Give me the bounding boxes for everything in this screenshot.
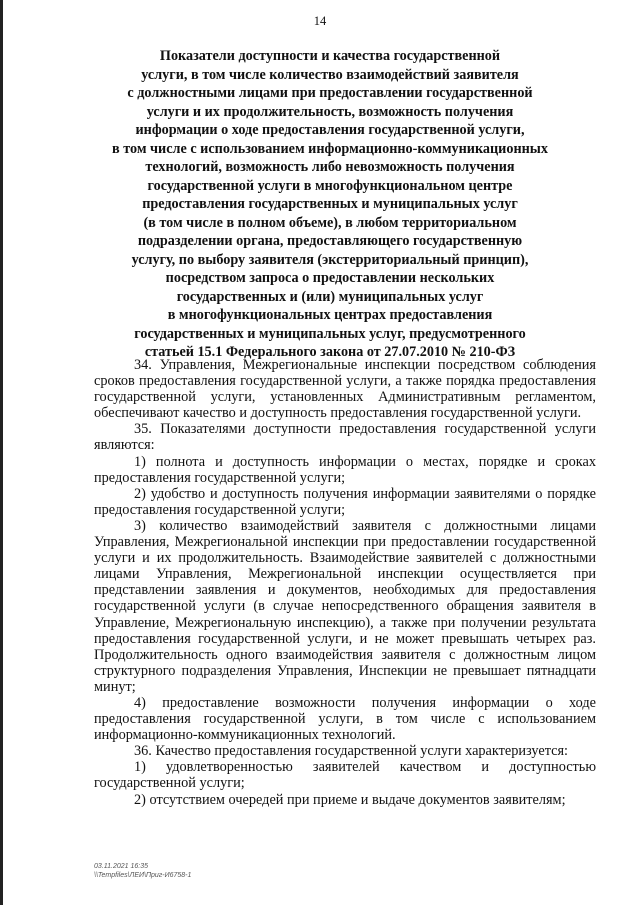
scan-edge bbox=[0, 0, 3, 905]
heading-line: предоставления государственных и муниципальных услуг bbox=[142, 196, 518, 212]
paragraph-34: 34. Управления, Межрегиональные инспекции посредством соблюдения сроков предоставления государственной услуги, а также порядка предоставления государственной услуги, установленных Административным регламентом, обеспечивают качество и доступность предоставления государственной услуги. bbox=[94, 357, 596, 422]
list-item-35-1: 1) полнота и доступность информации о местах, порядке и сроках предоставления государственной услуги; bbox=[94, 453, 596, 486]
page-number: 14 bbox=[313, 14, 327, 28]
heading-line: статьей 15.1 Федерального закона от 27.07.2010 № 210-ФЗ bbox=[144, 344, 516, 360]
paragraph-36: 36. Качество предоставления государственной услуги характеризуется: bbox=[134, 743, 569, 760]
footer-file-path: \\Tempfiles\ЛЕИ\Приг-И6758-1 bbox=[94, 872, 192, 879]
heading-line: государственных и муниципальных услуг, предусмотренного bbox=[134, 325, 526, 342]
heading-line: (в том числе в полном объеме), в любом территориальном bbox=[143, 214, 517, 231]
heading-line: услугу, по выбору заявителя (экстерриториальный принцип), bbox=[131, 251, 529, 268]
heading-line: Показатели доступности и качества государственной bbox=[159, 48, 501, 64]
heading-line: посредством запроса о предоставлении нескольких bbox=[165, 270, 495, 286]
heading-line: технологий, возможность либо невозможность получения bbox=[145, 159, 515, 175]
list-item-35-3: 3) количество взаимодействий заявителя с должностными лицами Управления, Межрегиональной инспекции при предоставлении государственной услуги и их продолжительность. Взаимодействие заявителей с должностными лицами Управления, Межрегиональной инспекции осуществляется при представлении заявления и документов, необходимых для предоставления государственной услуги (в случае непосредственного обращения заявителя в Управление, Межрегиональную инспекцию), а также при получении результата предоставления государственной услуги, и не может превышать четырех раз. Продолжительность одного взаимодействия заявителя с должностным лицом структурного подразделения Управления, Инспекции не превышает пятнадцати минут; bbox=[94, 517, 596, 695]
footer-timestamp: 03.11.2021 16:35 bbox=[94, 863, 148, 870]
heading-line: информации о ходе предоставления государственной услуги, bbox=[135, 122, 525, 138]
heading-line: в многофункциональных центрах предоставления bbox=[167, 307, 493, 323]
list-item-35-2: 2) удобство и доступность получения информации заявителями о порядке предоставления государственной услуги; bbox=[94, 485, 596, 518]
list-item-35-4: 4) предоставление возможности получения информации о ходе предоставления государственной услуги, в том числе с использованием информационно-коммуникационных технологий. bbox=[94, 694, 596, 744]
paragraph-35: 35. Показателями доступности предоставления государственной услуги являются: bbox=[94, 421, 596, 454]
file-footer bbox=[94, 862, 191, 880]
heading-line: услуги и их продолжительность, возможность получения bbox=[146, 103, 514, 120]
heading-line: государственной услуги в многофункциональном центре bbox=[147, 177, 513, 194]
section-heading bbox=[80, 47, 580, 362]
heading-line: в том числе с использованием информационно-коммуникационных bbox=[112, 140, 548, 157]
list-item-36-1: 1) удовлетворенностью заявителей качеством и доступностью государственной услуги; bbox=[94, 759, 596, 792]
heading-line: подразделении органа, предоставляющего государственную bbox=[137, 233, 523, 249]
heading-line: услуги, в том числе количество взаимодействий заявителя bbox=[141, 66, 519, 83]
body-text bbox=[94, 357, 596, 808]
list-item-36-2: 2) отсутствием очередей при приеме и выдаче документов заявителям; bbox=[134, 791, 566, 808]
heading-line: с должностными лицами при предоставлении государственной bbox=[127, 85, 533, 101]
heading-line: государственных и (или) муниципальных услуг bbox=[176, 288, 484, 305]
